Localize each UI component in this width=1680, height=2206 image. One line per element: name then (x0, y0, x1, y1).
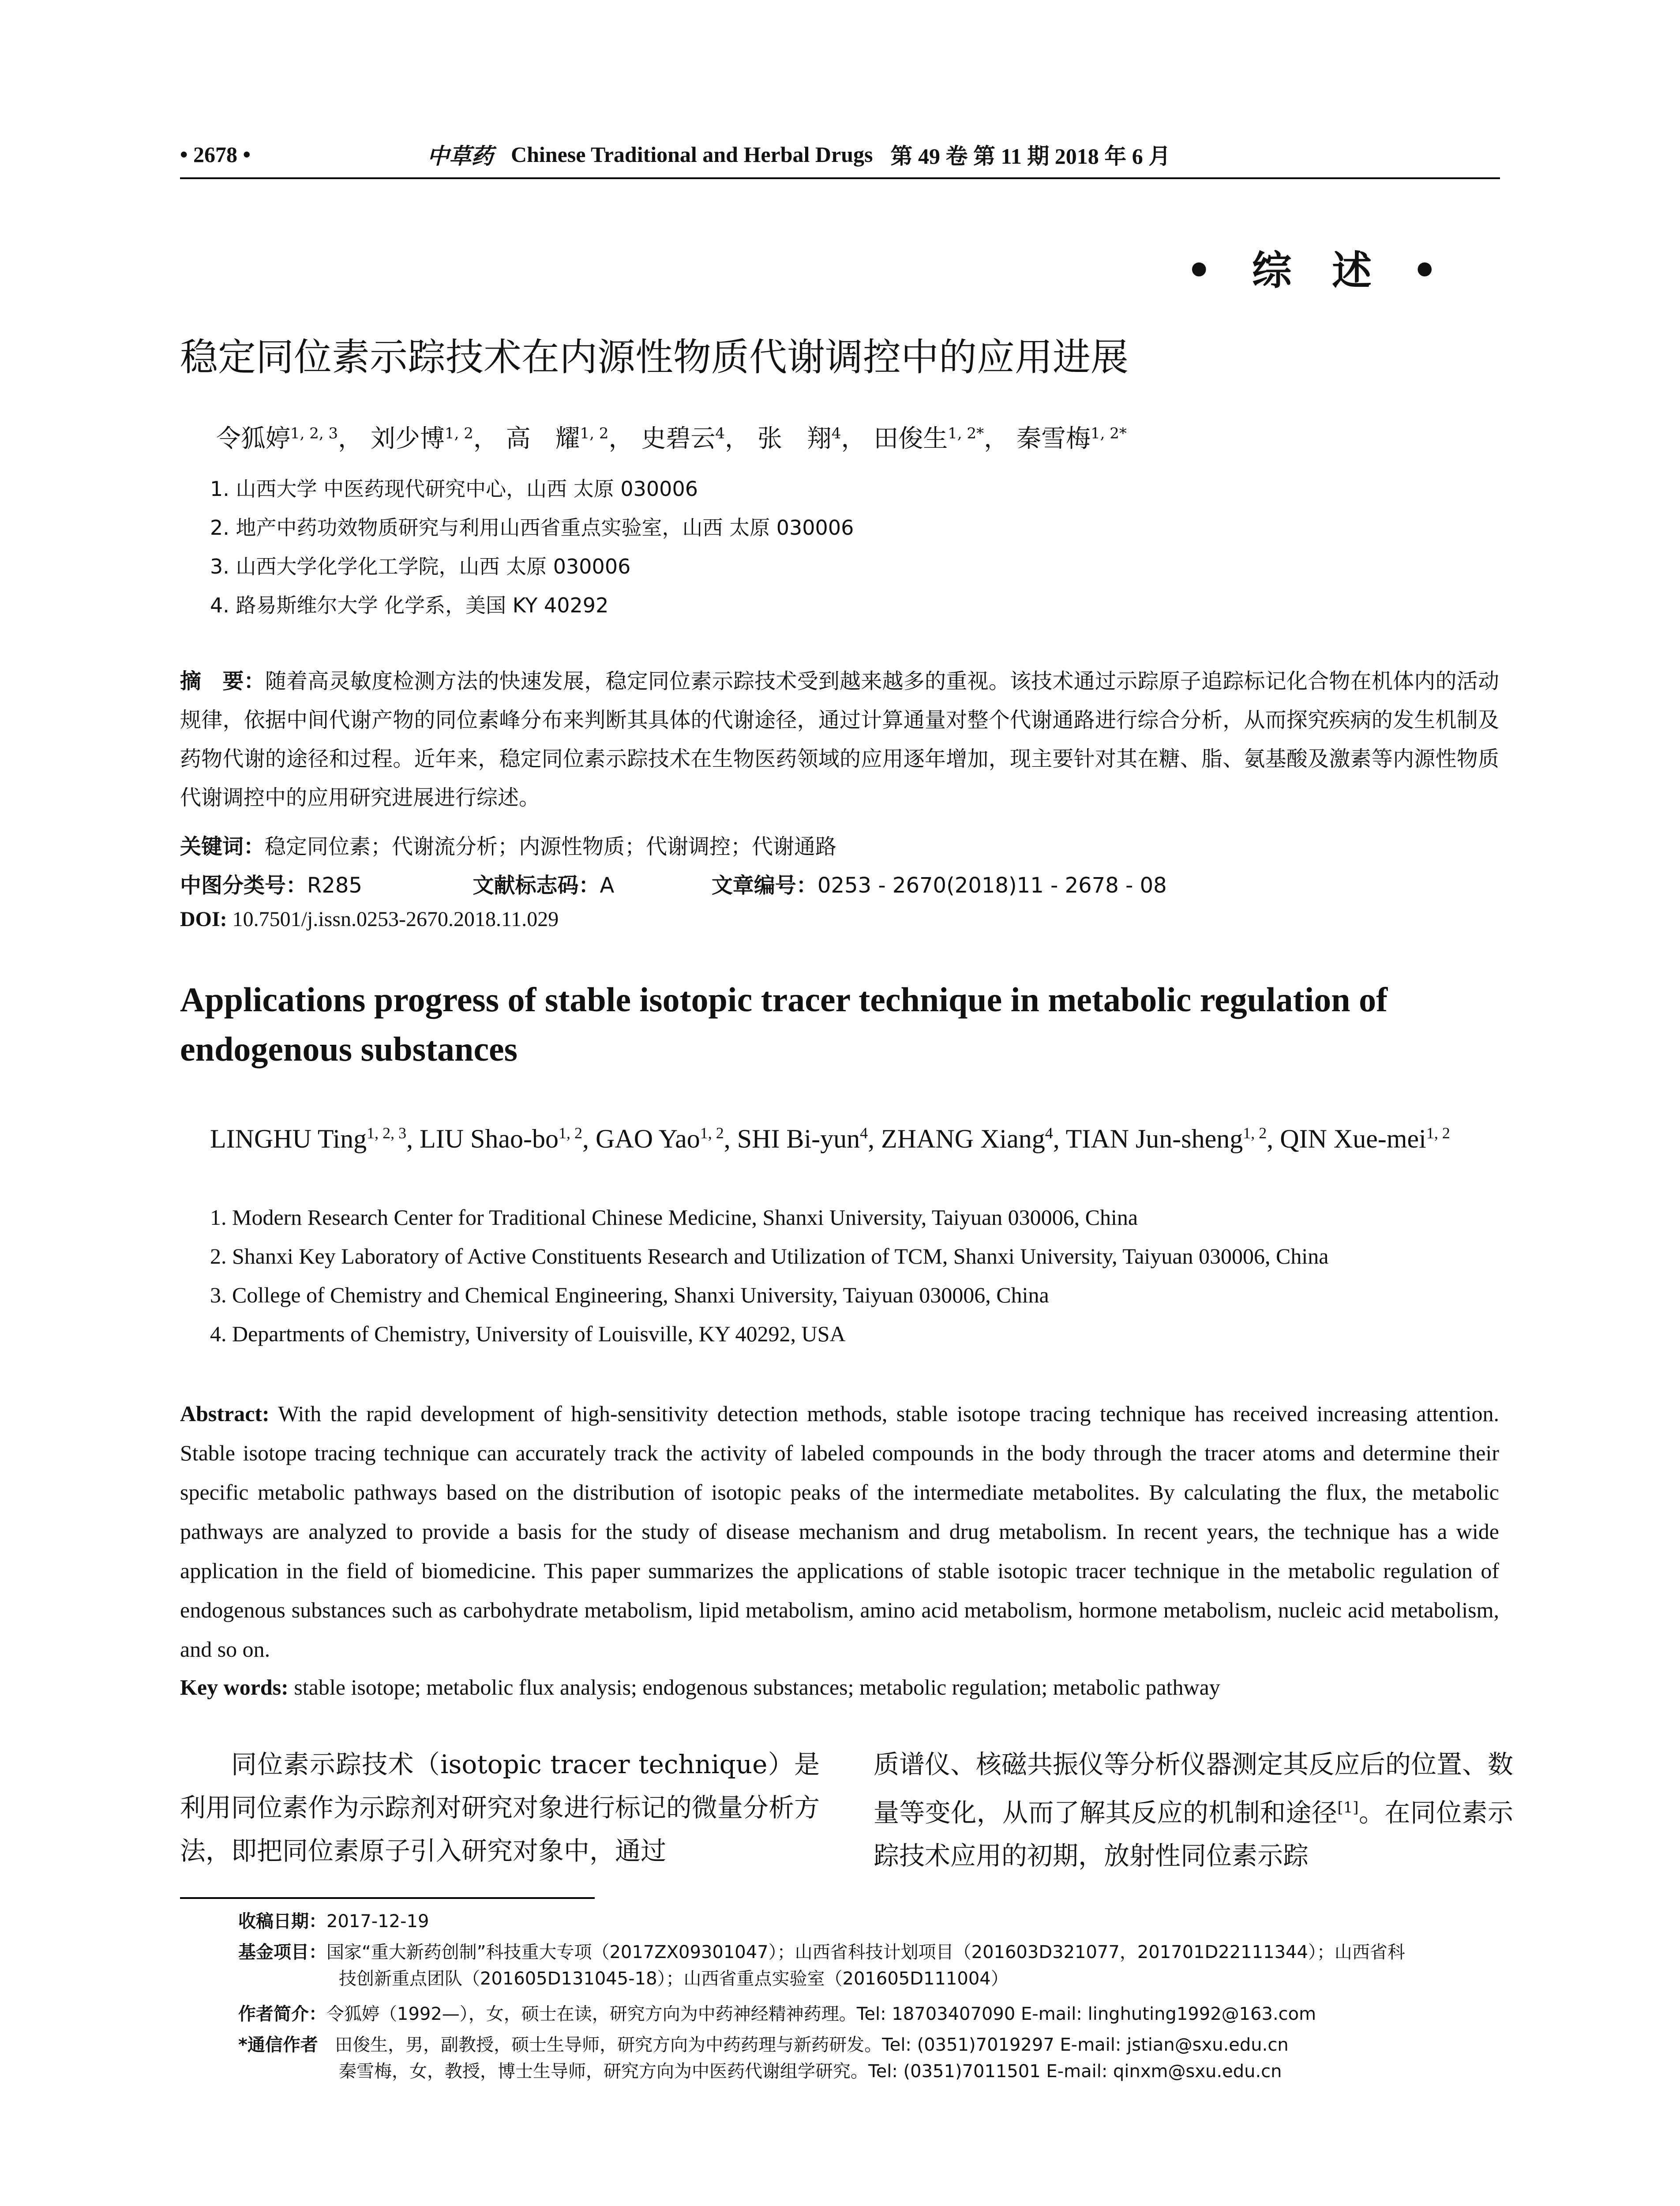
author-cn: 张 翔$^4$ (757, 424, 841, 453)
doi-value[interactable]: 10.7501/j.issn.0253-2670.2018.11.029 (232, 908, 559, 931)
footnote-fund: 基金项目：国家“重大新药创制”科技重大专项（2017ZX09301047）；山西省科技计划项目（201603D321077，201701D22111344）；山西省科 技创新重点团队（201605D131045-18）；山西省重点实验室（201605D111004） (238, 1942, 1405, 1989)
body-right-column: 质谱仪、核磁共振仪等分析仪器测定其反应后的位置、数量等变化，从而了解其反应的机制和途径[1]。在同位素示踪技术应用的初期，放射性同位素示踪 (874, 1749, 1514, 1871)
abstract-cn-text: 随着高灵敏度检测方法的快速发展，稳定同位素示踪技术受到越来越多的重视。该技术通过示踪原子追踪标记化合物在机体内的活动规律，依据中间代谢产物的同位素峰分布来判断其具体的代谢途径，通过计算通量对整个代谢通路进行综合分析，从而探究疾病的发生机制及药物代谢的途径和过程。近年来，稳定同位素示踪技术在生物医药领域的应用逐年增加，现主要针对其在糖、脂、氨基酸及激素等内源性物质代谢调控中的应用研究进展进行综述。 (180, 669, 1499, 810)
issue-info: 第 49 卷 第 11 期 2018 年 6 月 (890, 144, 1171, 169)
author-en: TIAN Jun-sheng$^{1, 2}$ (1065, 1124, 1267, 1153)
footnote-corresponding: *通信作者 田俊生，男，副教授，硕士生导师，研究方向为中药药理与新药研发。Tel: (0351)7019297 E-mail: jstian@sxu.edu.cn 秦雪梅，女，教授，博士生导师，研究方向为中医药代谢组学研究。Tel: (0351)7011501 E-mail: qinxm@sxu.edu.cn (238, 2035, 1289, 2082)
doi-line: DOI: 10.7501/j.issn.0253-2670.2018.11.029 (180, 908, 559, 931)
abstract-en (180, 1394, 1499, 1669)
body-left-column: 同位素示踪技术（isotopic tracer technique）是利用同位素作为示踪剂对研究对象进行标记的微量分析方法，即把同位素原子引入研究对象中，通过 (180, 1749, 820, 1866)
author-cn: 令狐婷$^{1, 2, 3}$ (216, 424, 338, 453)
author-en: SHI Bi-yun$^4$ (737, 1124, 868, 1153)
author-cn: 高 耀$^{1, 2}$ (506, 424, 609, 453)
clc: 中图分类号：R285 (180, 873, 362, 898)
classification-line (180, 868, 1167, 899)
keywords-en: Key words: stable isotope; metabolic flux analysis; endogenous substances; metabolic regulation; metabolic pathway (180, 1675, 1220, 1700)
author-en: QIN Xue-mei$^{1, 2}$ (1280, 1124, 1450, 1153)
journal-name-en: Chinese Traditional and Herbal Drugs (511, 142, 873, 167)
affiliation-en: 4. Departments of Chemistry, University of Louisville, KY 40292, USA (210, 1321, 846, 1346)
citation-ref[interactable]: [1] (1337, 1799, 1359, 1816)
abstract-cn (180, 662, 1499, 817)
abstract-en-label: Abstract: (180, 1401, 270, 1426)
doc-code: 文献标志码：A (472, 873, 615, 898)
affiliation-cn: 4. 路易斯维尔大学 化学系，美国 KY 40292 (210, 593, 609, 617)
affiliation-cn: 1. 山西大学 中医药现代研究中心，山西 太原 030006 (210, 477, 698, 501)
affiliation-en: 2. Shanxi Key Laboratory of Active Constituents Research and Utilization of TCM, Shanxi University, Taiyuan 030006, China (210, 1244, 1329, 1268)
footnote-author: 作者简介：令狐婷（1992—），女，硕士在读，研究方向为中药神经精神药理。Tel: 18703407090 E-mail: linghuting1992@163.com (238, 2004, 1316, 2024)
page-number: • 2678 • (180, 142, 251, 167)
affiliation-cn: 2. 地产中药功效物质研究与利用山西省重点实验室，山西 太原 030006 (210, 516, 854, 540)
author-cn: 史碧云$^4$ (641, 424, 725, 453)
author-cn: 秦雪梅$^{1, 2*}$ (1016, 424, 1127, 453)
author-en: GAO Yao$^{1, 2}$ (596, 1124, 724, 1153)
running-header (180, 140, 1500, 169)
author-cn: 刘少博$^{1, 2}$ (370, 424, 473, 453)
footnote-rule (180, 1897, 595, 1899)
abstract-cn-label: 摘 要： (180, 669, 265, 694)
footnote-received: 收稿日期：2017-12-19 (238, 1911, 429, 1932)
title-cn: 稳定同位素示踪技术在内源性物质代谢调控中的应用进展 (180, 335, 1129, 379)
author-cn: 田俊生$^{1, 2*}$ (874, 424, 984, 453)
affiliation-en: 3. College of Chemistry and Chemical Engineering, Shanxi University, Taiyuan 030006, China (210, 1283, 1049, 1307)
abstract-en-text: With the rapid development of high-sensitivity detection methods, stable isotope tracing technique has received increasing attention. Stable isotope tracing technique can accurately track the activity of labeled compounds in the body through the tracer atoms and determine their specific metabolic pathways based on the distribution of isotopic peaks of the intermediate metabolites. By calculating the flux, the metabolic pathways are analyzed to provide a basis for the study of disease mechanism and drug metabolism. In recent years, the technique has a wide application in the field of biomedicine. This paper summarizes the applications of stable isotopic tracer technique in the metabolic regulation of endogenous substances such as carbohydrate metabolism, lipid metabolism, amino acid metabolism, hormone metabolism, nucleic acid metabolism, and so on. (180, 1401, 1499, 1662)
title-en: Applications progress of stable isotopic tracer technique in metabolic regulation of endogenous substances (180, 980, 1388, 1068)
author-en: LINGHU Ting$^{1, 2, 3}$ (210, 1124, 407, 1153)
section-label: • 综 述 • (1186, 248, 1451, 294)
affiliation-cn: 3. 山西大学化学化工学院，山西 太原 030006 (210, 555, 631, 578)
affiliation-en: 1. Modern Research Center for Traditional Chinese Medicine, Shanxi University, Taiyuan 030006, China (210, 1205, 1138, 1230)
author-en: ZHANG Xiang$^4$ (881, 1124, 1053, 1153)
authors-en: LINGHU Ting$^{1, 2, 3}$, LIU Shao-bo$^{1, 2}$, GAO Yao$^{1, 2}$, SHI Bi-yun$^4$, ZHANG Xiang$^4$, TIAN Jun-sheng$^{1, 2}$, QIN Xue-mei$^{1, 2}$ (210, 1124, 1450, 1153)
header-rule (180, 177, 1500, 179)
author-en: LIU Shao-bo$^{1, 2}$ (420, 1124, 583, 1153)
article-number: 文章编号：0253 - 2670(2018)11 - 2678 - 08 (711, 873, 1167, 898)
keywords-cn: 关键词：稳定同位素；代谢流分析；内源性物质；代谢调控；代谢通路 (180, 834, 837, 859)
journal-name-cn: 中草药 (427, 144, 493, 169)
authors-cn: 令狐婷$^{1, 2, 3}$， 刘少博$^{1, 2}$， 高 耀$^{1, 2}$， 史碧云$^4$， 张 翔$^4$， 田俊生$^{1, 2*}$， 秦雪梅$^{1, 2*}$ (216, 424, 1127, 453)
